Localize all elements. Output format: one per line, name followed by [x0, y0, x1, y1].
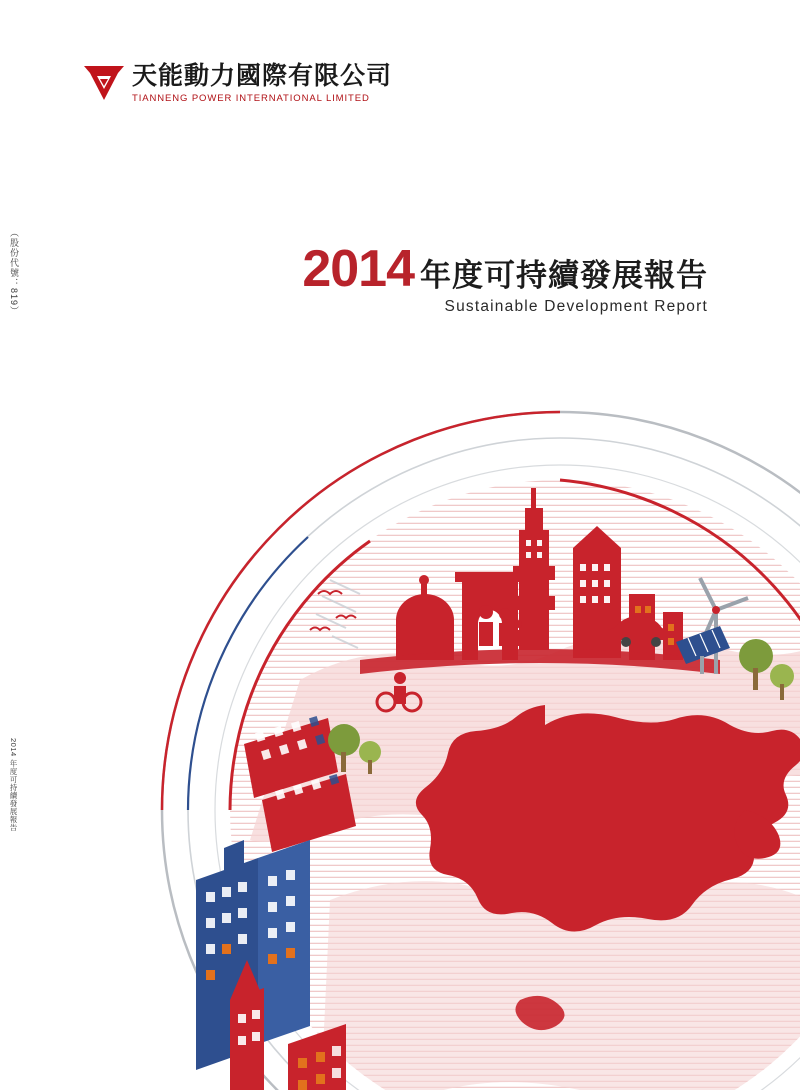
- company-logo: [82, 62, 392, 105]
- report-title-en: Sustainable Development Report: [444, 298, 708, 315]
- side-note-top: （股份代號：819）: [9, 228, 19, 317]
- report-title-cn: 年度可持續發展報告: [420, 258, 708, 293]
- company-name-cn: 天能動力國際有限公司: [132, 62, 393, 90]
- cover-title-row: [302, 240, 708, 298]
- side-note-bottom: 2014 年度可持續發展報告: [9, 738, 18, 832]
- tianneng-v-mark-icon: [82, 62, 126, 104]
- company-logo-text: [132, 62, 392, 105]
- report-year: 2014: [302, 240, 414, 298]
- globe-city-skyline-illustration: [0, 380, 800, 1090]
- cover-title-block: [302, 240, 708, 317]
- company-name-en: TIANNENG POWER INTERNATIONAL LIMITED: [132, 93, 370, 104]
